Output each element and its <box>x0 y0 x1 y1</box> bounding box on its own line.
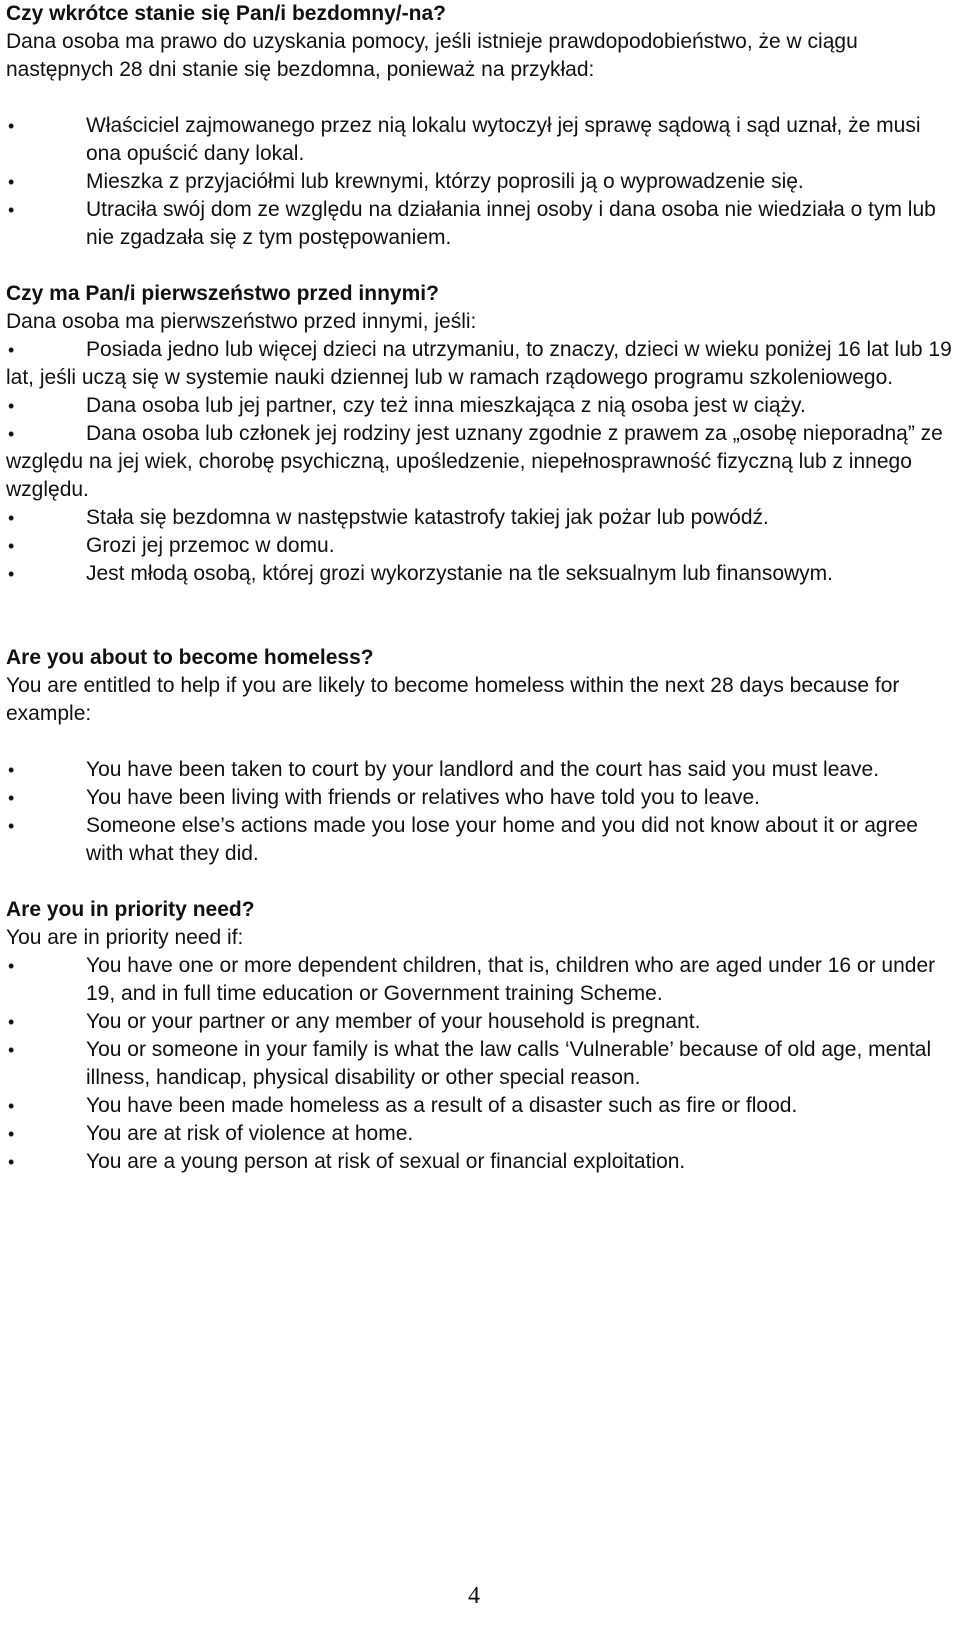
list-item: • Jest młodą osobą, której grozi wykorzystanie na tle seksualnym lub finansowym. <box>6 560 954 588</box>
list-item: • Dana osoba lub jej partner, czy też inna mieszkająca z nią osoba jest w ciąży. <box>6 392 954 420</box>
list-item: • You have been taken to court by your landlord and the court has said you must leave. <box>6 756 954 784</box>
pl-homeless-heading: Czy wkrótce stanie się Pan/i bezdomny/-na? <box>6 2 446 25</box>
en-homeless-intro: You are entitled to help if you are likely to become homeless within the next 28 days because for example: <box>6 674 900 725</box>
list-item: • Posiada jedno lub więcej dzieci na utrzymaniu, to znaczy, dzieci w wieku poniżej 16 lat lub 19 lat, jeśli uczą się w systemie nauki dziennej lub w ramach rządowego programu szkoleniowego. <box>6 338 952 389</box>
bullet-icon: • <box>8 536 15 556</box>
bullet-icon: • <box>8 1124 15 1144</box>
pl-priority-heading: Czy ma Pan/i pierwszeństwo przed innymi? <box>6 282 439 305</box>
en-priority-list <box>6 952 954 1176</box>
bullet-icon: • <box>8 200 15 220</box>
pl-priority-list <box>6 336 954 588</box>
bullet-icon: • <box>8 508 15 528</box>
pl-homeless-intro: Dana osoba ma prawo do uzyskania pomocy, jeśli istnieje prawdopodobieństwo, że w ciągu następnych 28 dni stanie się bezdomna, ponieważ na przykład: <box>6 30 858 81</box>
bullet-icon: • <box>8 788 15 808</box>
list-item: • Mieszka z przyjaciółmi lub krewnymi, którzy poprosili ją o wyprowadzenie się. <box>6 168 954 196</box>
en-homeless-section <box>6 644 954 868</box>
bullet-icon: • <box>8 1152 15 1172</box>
bullet-icon: • <box>8 1012 15 1032</box>
bullet-icon: • <box>8 816 15 836</box>
pl-priority-intro: Dana osoba ma pierwszeństwo przed innymi, jeśli: <box>6 310 477 333</box>
en-priority-section <box>6 896 954 1176</box>
document-page <box>6 0 954 1176</box>
bullet-icon: • <box>8 172 15 192</box>
bullet-icon: • <box>8 340 15 360</box>
bullet-icon: • <box>8 1040 15 1060</box>
list-item: • Stała się bezdomna w następstwie katastrofy takiej jak pożar lub powódź. <box>6 504 954 532</box>
list-item: • You have one or more dependent children, that is, children who are aged under 16 or under 19, and in full time education or Government training Scheme. <box>8 954 936 1005</box>
pl-homeless-section <box>6 0 954 252</box>
list-item: • Someone else’s actions made you lose your home and you did not know about it or agree with what they did. <box>8 814 918 865</box>
bullet-icon: • <box>8 424 15 444</box>
bullet-icon: • <box>8 956 15 976</box>
page-number: 4 <box>468 1583 480 1609</box>
list-item: • Utraciła swój dom ze względu na działania innej osoby i dana osoba nie wiedziała o tym lub nie zgadzała się z tym postępowaniem. <box>8 198 936 249</box>
en-priority-heading: Are you in priority need? <box>6 898 255 921</box>
bullet-icon: • <box>8 564 15 584</box>
list-item: • You are a young person at risk of sexual or financial exploitation. <box>6 1148 954 1176</box>
en-priority-intro: You are in priority need if: <box>6 926 244 949</box>
bullet-icon: • <box>8 760 15 780</box>
en-homeless-list <box>6 756 954 868</box>
list-item: • You are at risk of violence at home. <box>6 1120 954 1148</box>
bullet-icon: • <box>8 116 15 136</box>
list-item: • Dana osoba lub członek jej rodziny jest uznany zgodnie z prawem za „osobę nieporadną” ze względu na jej wiek, chorobę psychiczną, upośledzenie, niepełnosprawność fizyczną lub z innego względu. <box>6 422 943 501</box>
list-item: • You or your partner or any member of your household is pregnant. <box>6 1008 954 1036</box>
pl-priority-section <box>6 280 954 588</box>
bullet-icon: • <box>8 1096 15 1116</box>
list-item: • Właściciel zajmowanego przez nią lokalu wytoczył jej sprawę sądową i sąd uznał, że musi ona opuścić dany lokal. <box>8 114 921 165</box>
list-item: • You or someone in your family is what the law calls ‘Vulnerable’ because of old age, mental illness, handicap, physical disability or other special reason. <box>8 1038 932 1089</box>
list-item: • You have been living with friends or relatives who have told you to leave. <box>6 784 954 812</box>
list-item: • Grozi jej przemoc w domu. <box>6 532 954 560</box>
list-item: • You have been made homeless as a result of a disaster such as fire or flood. <box>6 1092 954 1120</box>
pl-homeless-list <box>6 112 954 252</box>
bullet-icon: • <box>8 396 15 416</box>
en-homeless-heading: Are you about to become homeless? <box>6 646 374 669</box>
